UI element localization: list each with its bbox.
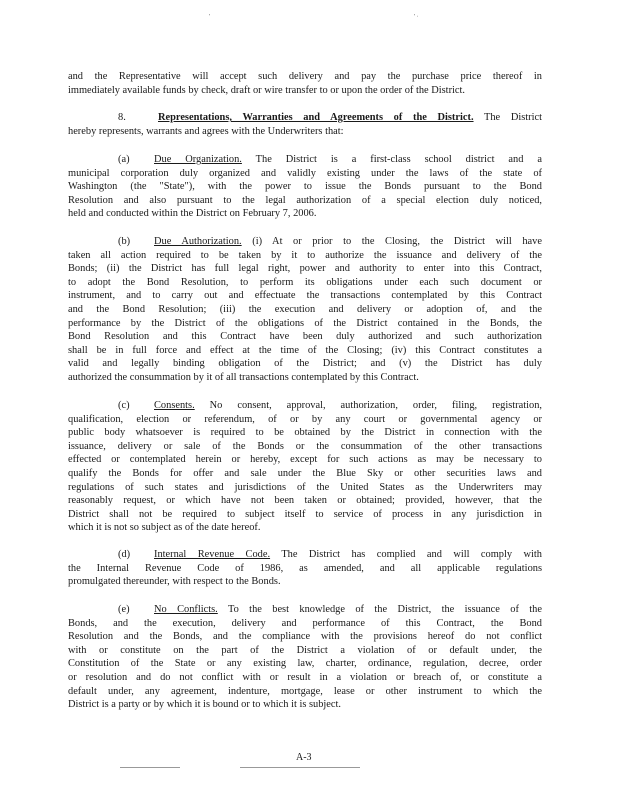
paragraph-line: taken all action required to be taken by it to authorize the issuance and delivery of the	[68, 249, 542, 261]
paragraph-first-text: The District has complied and will comply with	[281, 549, 542, 560]
paragraph-tag: (d)	[118, 549, 131, 560]
paragraph-line: District is a party or by which it is bound or to which it is subject.	[68, 699, 342, 711]
paragraph-c	[68, 399, 542, 535]
paragraph-line: Bonds; (ii) the District has full legal right, power and authority to enter into this Contract,	[68, 263, 542, 275]
paragraph-line: Resolution and the Bonds, and the compliance with the provisions hereof do not conflict	[68, 631, 542, 643]
paragraph-first-line	[68, 153, 542, 167]
footer-rule-right	[240, 767, 360, 768]
paragraph-line: and the Bond Resolution; (iii) the execution and delivery or adoption of, and the	[68, 303, 542, 315]
paragraph-line: public body whatsoever is required to be obtained by the District in connection with the	[68, 427, 542, 439]
footer-rule-left	[120, 767, 180, 768]
paragraph-line: regulations of such states and jurisdictions of the United States as the Underwriters may	[68, 481, 542, 493]
paragraph-first-line	[68, 399, 542, 413]
intro-line: immediately available funds by check, draft or wire transfer to or upon the order of the District.	[68, 84, 466, 96]
paragraph-line: or resolution and do not conflict with or result in a violation or breach of, or constitute a	[68, 671, 542, 683]
paragraph-line: effected or contemplated herein or hereby, except for such actions as may be necessary to	[68, 454, 542, 466]
paragraph-line: the Internal Revenue Code of 1986, as amended, and all applicable regulations	[68, 562, 542, 574]
paragraph-line: qualification, election or referendum, of or by any court or governmental agency or	[68, 413, 542, 425]
paragraph-tag: (c)	[118, 400, 130, 411]
paragraph-line: authorized the consummation by it of all transactions contemplated by this Contract.	[68, 371, 419, 383]
paragraph-first-text: To the best knowledge of the District, the issuance of the	[227, 604, 542, 615]
paragraph-line: shall be in full force and effect at the time of the Closing; (iv) this Contract constitutes a	[68, 344, 542, 356]
paragraph-line: reasonably request, or which have not been taken or obtained; provided, however, that the	[68, 495, 542, 507]
paragraph-heading: Internal Revenue Code.	[154, 549, 271, 560]
paragraph-line: default under, any agreement, indenture, mortgage, lease or other instrument to which the	[68, 685, 542, 697]
paragraph-line: performance by the District of the obligations of the District contained in the Bonds, the	[68, 317, 542, 329]
section-title: Representations, Warranties and Agreements of the District.	[158, 112, 474, 123]
paragraph-e	[68, 603, 542, 712]
paragraph-heading: Due Authorization.	[154, 236, 242, 247]
paragraph-a	[68, 153, 542, 221]
paragraph-tag: (a)	[118, 154, 130, 165]
page-number: A-3	[296, 752, 312, 763]
paragraph-first-text: The District is a first-class school district and a	[255, 154, 542, 165]
paragraph-line: Constitution of the State or any existing law, charter, ordinance, regulation, decree, order	[68, 658, 542, 670]
paragraph-first-line	[68, 548, 542, 562]
paragraph-b	[68, 235, 542, 385]
intro-line: and the Representative will accept such delivery and pay the purchase price thereof in	[68, 71, 542, 82]
paragraph-line: issuance, delivery or sale of the Bonds or the consummation of the other transactions	[68, 440, 542, 452]
paragraph-heading: No Conflicts.	[154, 604, 218, 615]
paragraph-line: instrument, and to carry out and effectuate the transactions contemplated by this Contract	[68, 290, 542, 302]
paragraph-first-line	[68, 603, 542, 617]
section-8-heading-line	[68, 111, 542, 125]
paragraph-tag: (b)	[118, 236, 131, 247]
intro-paragraph	[68, 70, 542, 97]
paragraph-line: valid and legally binding obligation of the District; and (v) the District has duly	[68, 358, 542, 370]
paragraph-line: Bonds, and the execution, delivery and performance of this Contract, the Bond	[68, 617, 542, 629]
section-heading-tail: The District	[484, 112, 542, 123]
paragraph-first-text: No consent, approval, authorization, order, filing, registration,	[209, 400, 542, 411]
paragraph-line: qualify the Bonds for offer and sale under the Blue Sky or other securities laws and	[68, 467, 542, 479]
section-number: 8.	[118, 112, 126, 123]
header-mark-right: ' ·	[414, 14, 419, 20]
paragraph-heading: Due Organization.	[154, 154, 242, 165]
paragraph-tag: (e)	[118, 604, 130, 615]
paragraph-line: District shall not be required to subject itself to service of process in any jurisdiction in	[68, 508, 542, 520]
paragraph-line: municipal corporation duly organized and validly existing under the laws of the state of	[68, 167, 542, 179]
paragraph-first-line	[68, 235, 542, 249]
paragraph-first-text: (i) At or prior to the Closing, the District will have	[252, 236, 542, 247]
section-8	[68, 111, 542, 138]
paragraph-line: with or constitute on the part of the District a violation of or default under, the	[68, 644, 542, 656]
paragraph-line: which it is not so subject as of the date hereof.	[68, 522, 261, 534]
paragraph-line: Bond Resolution and this Contract have been duly authorized and such authorization	[68, 331, 542, 343]
paragraph-line: Resolution and also pursuant to the legal authorization of a special election duly noticed,	[68, 194, 542, 206]
paragraph-line: held and conducted within the District on February 7, 2006.	[68, 208, 317, 220]
section-8-line: hereby represents, warrants and agrees with the Underwriters that:	[68, 125, 344, 137]
paragraph-line: promulgated thereunder, with respect to the Bonds.	[68, 576, 281, 588]
paragraph-heading: Consents.	[154, 400, 195, 411]
paragraph-line: to adopt the Bond Resolution, to perform its obligations under each such document or	[68, 276, 542, 288]
paragraph-line: Washington (the "State"), with the power to issue the Bonds pursuant to the Bond	[68, 181, 542, 193]
paragraph-d	[68, 548, 542, 589]
header-mark-left: '	[209, 14, 211, 20]
